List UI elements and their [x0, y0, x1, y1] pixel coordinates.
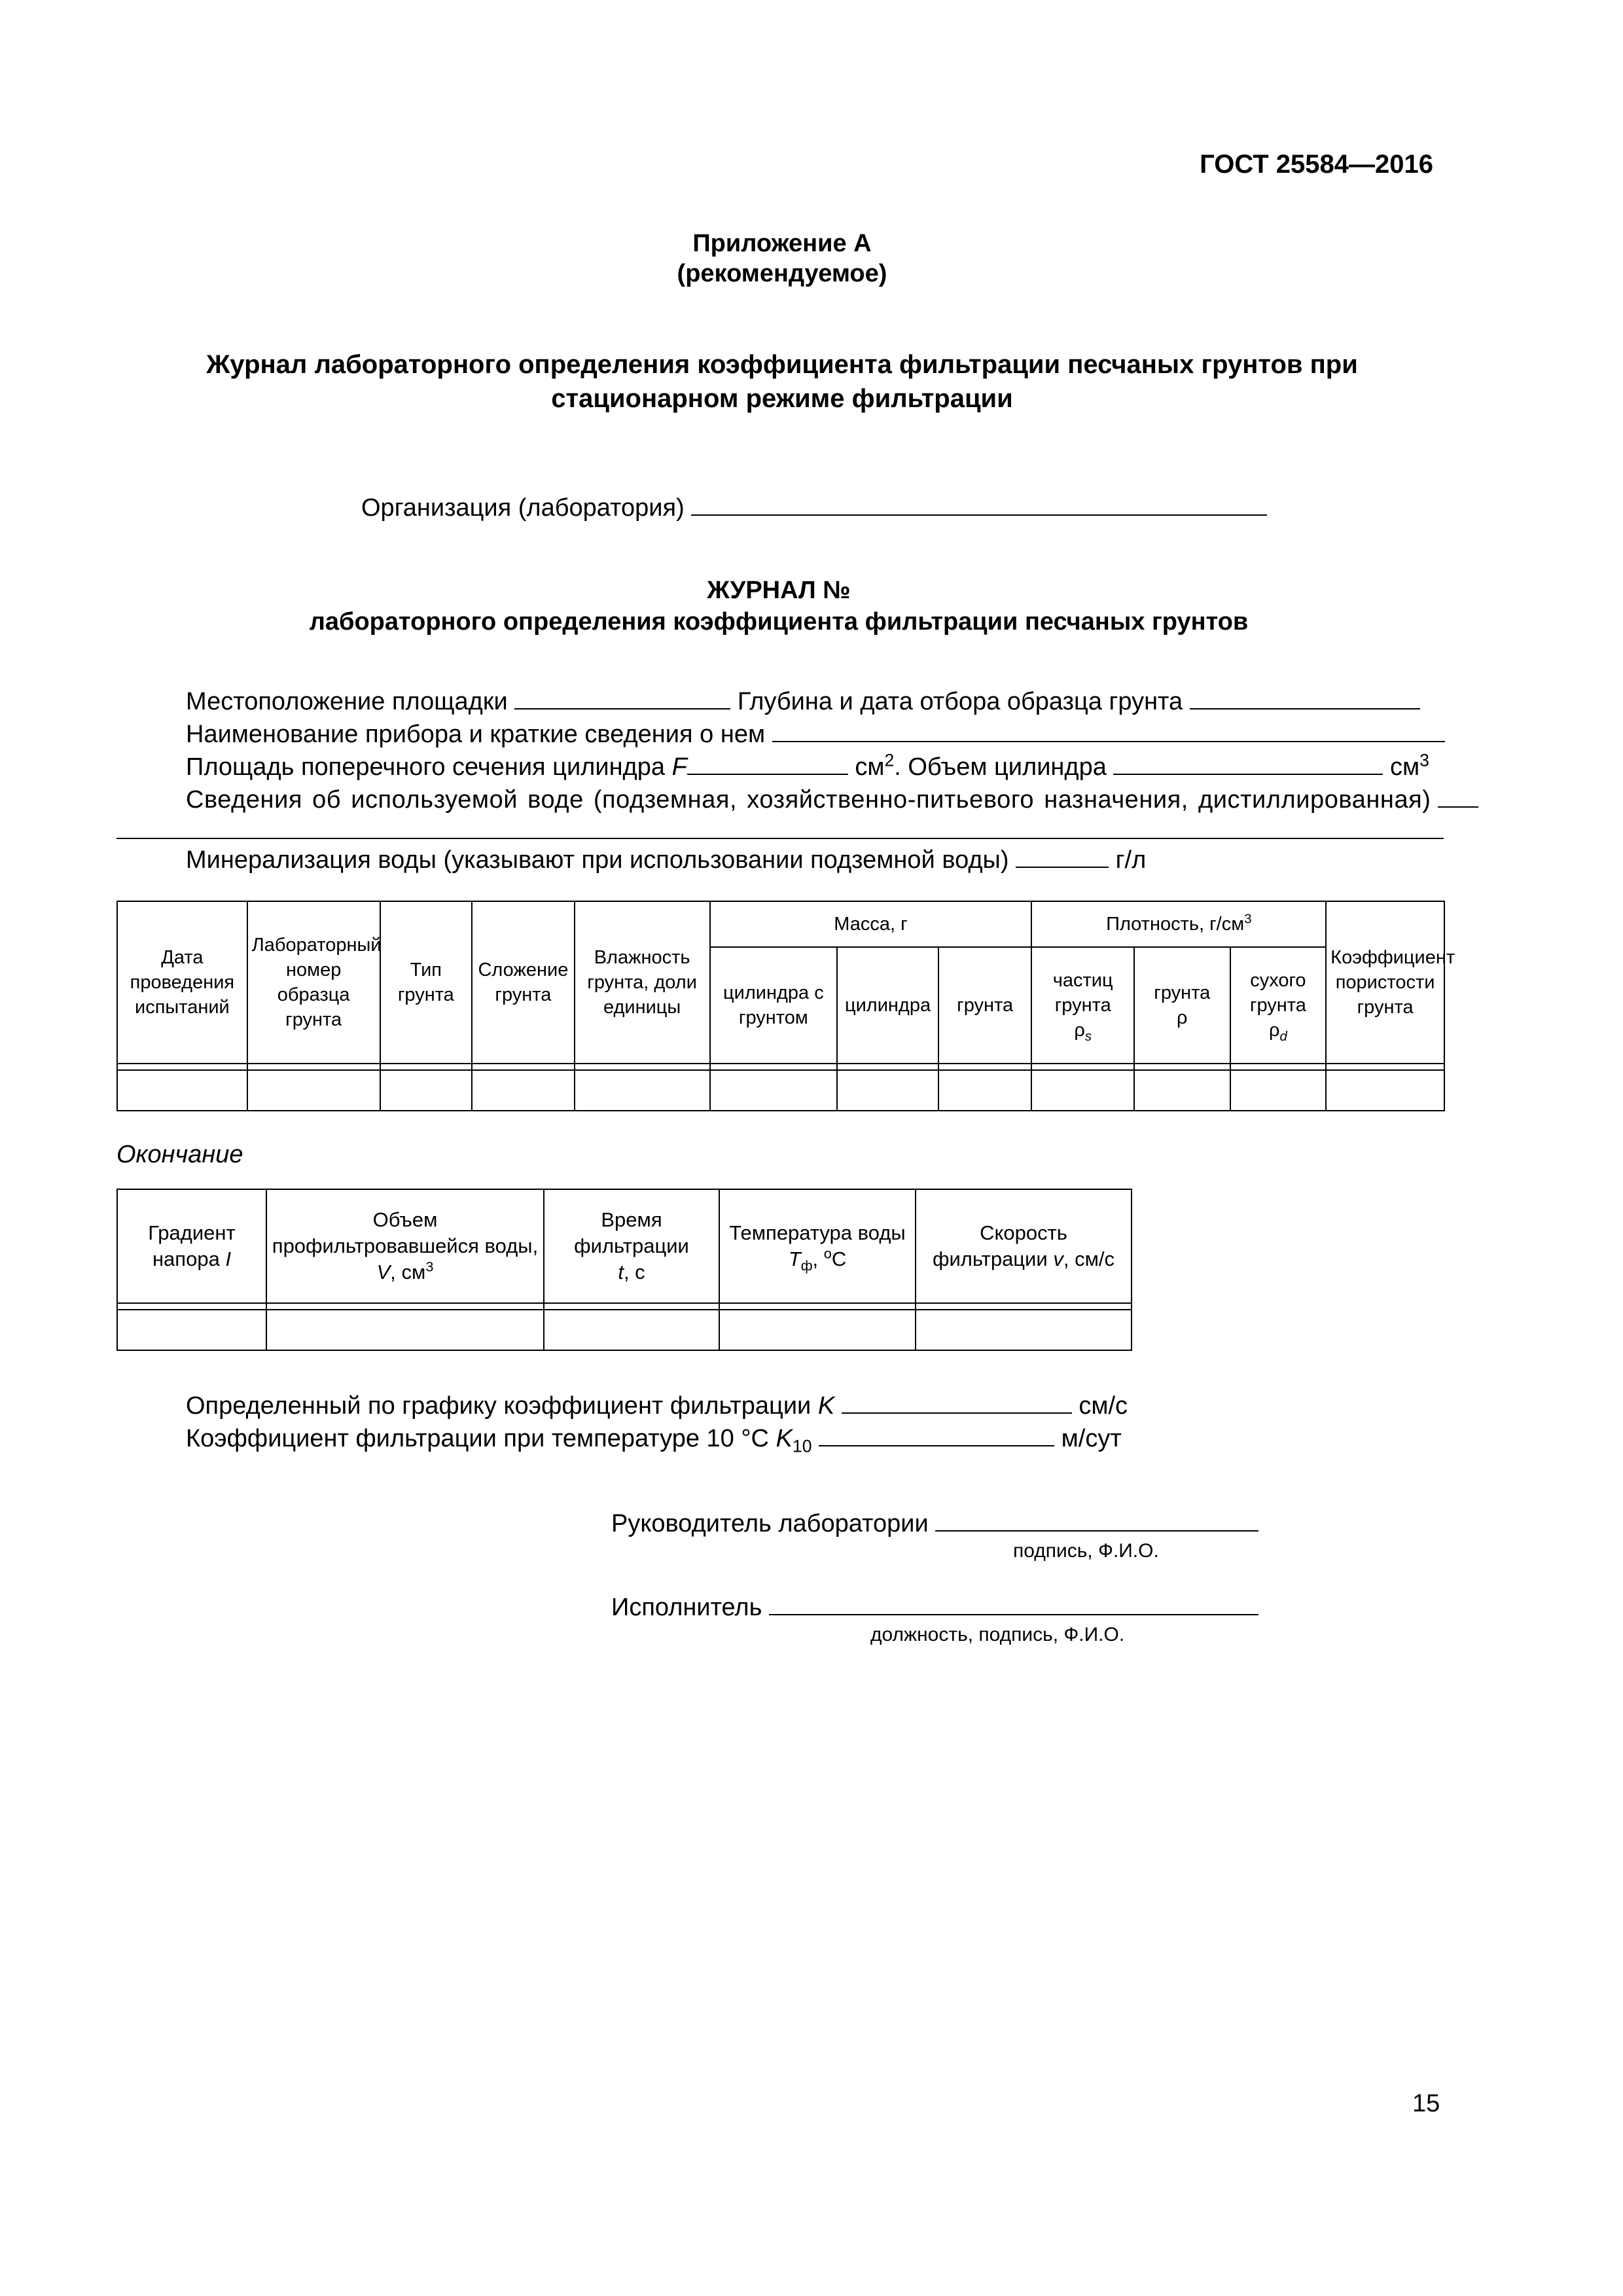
journal-table-main [116, 901, 1455, 1111]
col-header-density-dry: сухого грунта $\rho_d$ [1230, 947, 1327, 1064]
appendix-subtitle: (рекомендуемое) [677, 260, 887, 287]
col-header-density-particles: частиц грунта $\rho_s$ [1031, 947, 1134, 1064]
col-header-time: Время фильтрации t, с [544, 1189, 719, 1303]
col-header-porosity: Коэффициент пористости грунта [1326, 901, 1444, 1064]
result-row-k [186, 1389, 1128, 1422]
executor-signature-line[interactable] [769, 1590, 1258, 1615]
journal-table-continuation [116, 1189, 1132, 1351]
col-header-lab-number: Лабораторный номер образца грунта [247, 901, 380, 1064]
table-separator-row [117, 1303, 1132, 1310]
col-header-layering: Сложение грунта [472, 901, 575, 1064]
col-header-temperature: Температура воды $T_ф$, $^о$С [719, 1189, 916, 1303]
device-info-input-line[interactable] [772, 717, 1445, 742]
signature-executor-row [611, 1590, 1258, 1623]
field-row-site [186, 685, 1442, 717]
device-info-label: Наименование прибора и краткие сведения о нем [186, 721, 766, 748]
result-row-k10 [186, 1422, 1122, 1454]
col-header-date: Дата проведения испытаний [117, 901, 247, 1064]
table-cell[interactable] [544, 1310, 719, 1350]
volume-input-line[interactable] [1113, 750, 1383, 775]
area-unit: см [855, 753, 885, 781]
k10-subscript: 10 [792, 1436, 812, 1456]
k10-variable: K [776, 1425, 793, 1452]
head-caption: подпись, Ф.И.О. [1013, 1540, 1159, 1562]
mineralization-label: Минерализация воды (указывают при использовании подземной воды) [186, 846, 1009, 874]
table-cell[interactable] [710, 1070, 838, 1111]
doc-title-line1: Журнал лабораторного определения коэффициента фильтрации песчаных грунтов при [206, 350, 1358, 379]
k10-unit: м/сут [1061, 1425, 1122, 1452]
table-cell[interactable] [247, 1070, 380, 1111]
table-cell[interactable] [1134, 1070, 1230, 1111]
organization-row [361, 491, 1267, 524]
table-cell[interactable] [266, 1310, 544, 1350]
doc-title-line2: стационарном режиме фильтрации [551, 384, 1013, 413]
table-cell[interactable] [472, 1070, 575, 1111]
depth-date-input-line[interactable] [1190, 685, 1420, 709]
table-cell[interactable] [916, 1310, 1132, 1350]
table-separator-row [117, 1064, 1444, 1070]
site-location-label: Местоположение площадки [186, 688, 508, 715]
area-label: Площадь поперечного сечения цилиндра [186, 753, 666, 781]
journal-title: ЖУРНАЛ № [707, 577, 851, 604]
water-info-label: Сведения об используемой воде (подземная, хозяйственно-питьевого назначения, дистиллированная) [186, 786, 1431, 814]
executor-label: Исполнитель [611, 1594, 762, 1621]
volume-label: Объем цилиндра [908, 753, 1107, 781]
table-cell[interactable] [938, 1070, 1032, 1111]
col-header-soil-type: Тип грунта [380, 901, 473, 1064]
col-header-gradient: Градиент напора I [117, 1189, 266, 1303]
water-info-input-line[interactable] [116, 838, 1444, 839]
head-label: Руководитель лаборатории [611, 1510, 929, 1537]
volume-unit-exponent: 3 [1419, 750, 1429, 770]
table-cell[interactable] [380, 1070, 473, 1111]
k10-input-line[interactable] [819, 1422, 1054, 1446]
signature-head-row [611, 1507, 1258, 1539]
table-cell[interactable] [1230, 1070, 1327, 1111]
col-header-volume: Объем профильтровавшейся воды, V, $см^3$ [266, 1189, 544, 1303]
k-graph-label: Определенный по графику коэффициент фильтрации [186, 1392, 812, 1420]
k-variable: K [817, 1392, 835, 1420]
site-location-input-line[interactable] [514, 685, 730, 709]
water-info-input-line-end[interactable] [1438, 783, 1478, 808]
mineralization-unit: г/л [1115, 846, 1147, 874]
table-cell[interactable] [117, 1070, 247, 1111]
field-row-mineralization [186, 843, 1146, 876]
table-row [117, 1070, 1444, 1111]
col-header-speed: Скорость фильтрации v, см/с [916, 1189, 1132, 1303]
k-input-line[interactable] [842, 1389, 1072, 1414]
table-cell[interactable] [1326, 1070, 1444, 1111]
standard-number: ГОСТ 25584—2016 [1200, 150, 1433, 179]
table-cell[interactable] [719, 1310, 916, 1350]
area-unit-exponent: 2 [884, 750, 895, 770]
col-header-mass-soil: грунта [938, 947, 1032, 1064]
group-header-mass: Масса, г [710, 901, 1032, 947]
area-variable: F [671, 753, 687, 781]
field-row-device [186, 717, 1442, 750]
col-header-density-soil: грунта ρ [1134, 947, 1230, 1064]
page-number: 15 [1412, 2090, 1440, 2117]
area-input-line[interactable] [687, 750, 848, 775]
table-row [117, 1310, 1132, 1350]
k10-label: Коэффициент фильтрации при температуре 10 °С [186, 1425, 769, 1452]
organization-label: Организация (лаборатория) [361, 494, 685, 522]
depth-date-label: Глубина и дата отбора образца грунта [737, 688, 1183, 715]
journal-subtitle: лабораторного определения коэффициента фильтрации песчаных грунтов [309, 608, 1249, 636]
organization-input-line[interactable] [691, 491, 1267, 516]
field-row-area: Площадь поперечного сечения цилиндра F $см^2$. Объем цилиндра $см^3$ [186, 750, 1429, 781]
col-header-mass-cyl-soil: цилиндра с грунтом [710, 947, 838, 1064]
table-cell[interactable] [117, 1310, 266, 1350]
mineralization-input-line[interactable] [1016, 843, 1109, 868]
head-signature-line[interactable] [935, 1507, 1258, 1532]
executor-caption: должность, подпись, Ф.И.О. [870, 1624, 1125, 1645]
table-cell[interactable] [1031, 1070, 1134, 1111]
col-header-moisture: Влажность грунта, доли единицы [575, 901, 710, 1064]
appendix-title: Приложение А [692, 230, 872, 257]
field-row-water [186, 783, 1442, 816]
volume-unit: см [1389, 753, 1420, 781]
table-cell[interactable] [837, 1070, 938, 1111]
continuation-label: Окончание [116, 1141, 243, 1168]
col-header-mass-cyl: цилиндра [837, 947, 938, 1064]
k-unit: см/с [1079, 1392, 1128, 1420]
group-header-density: Плотность, $г/см^3$ [1031, 901, 1326, 947]
table-cell[interactable] [575, 1070, 710, 1111]
